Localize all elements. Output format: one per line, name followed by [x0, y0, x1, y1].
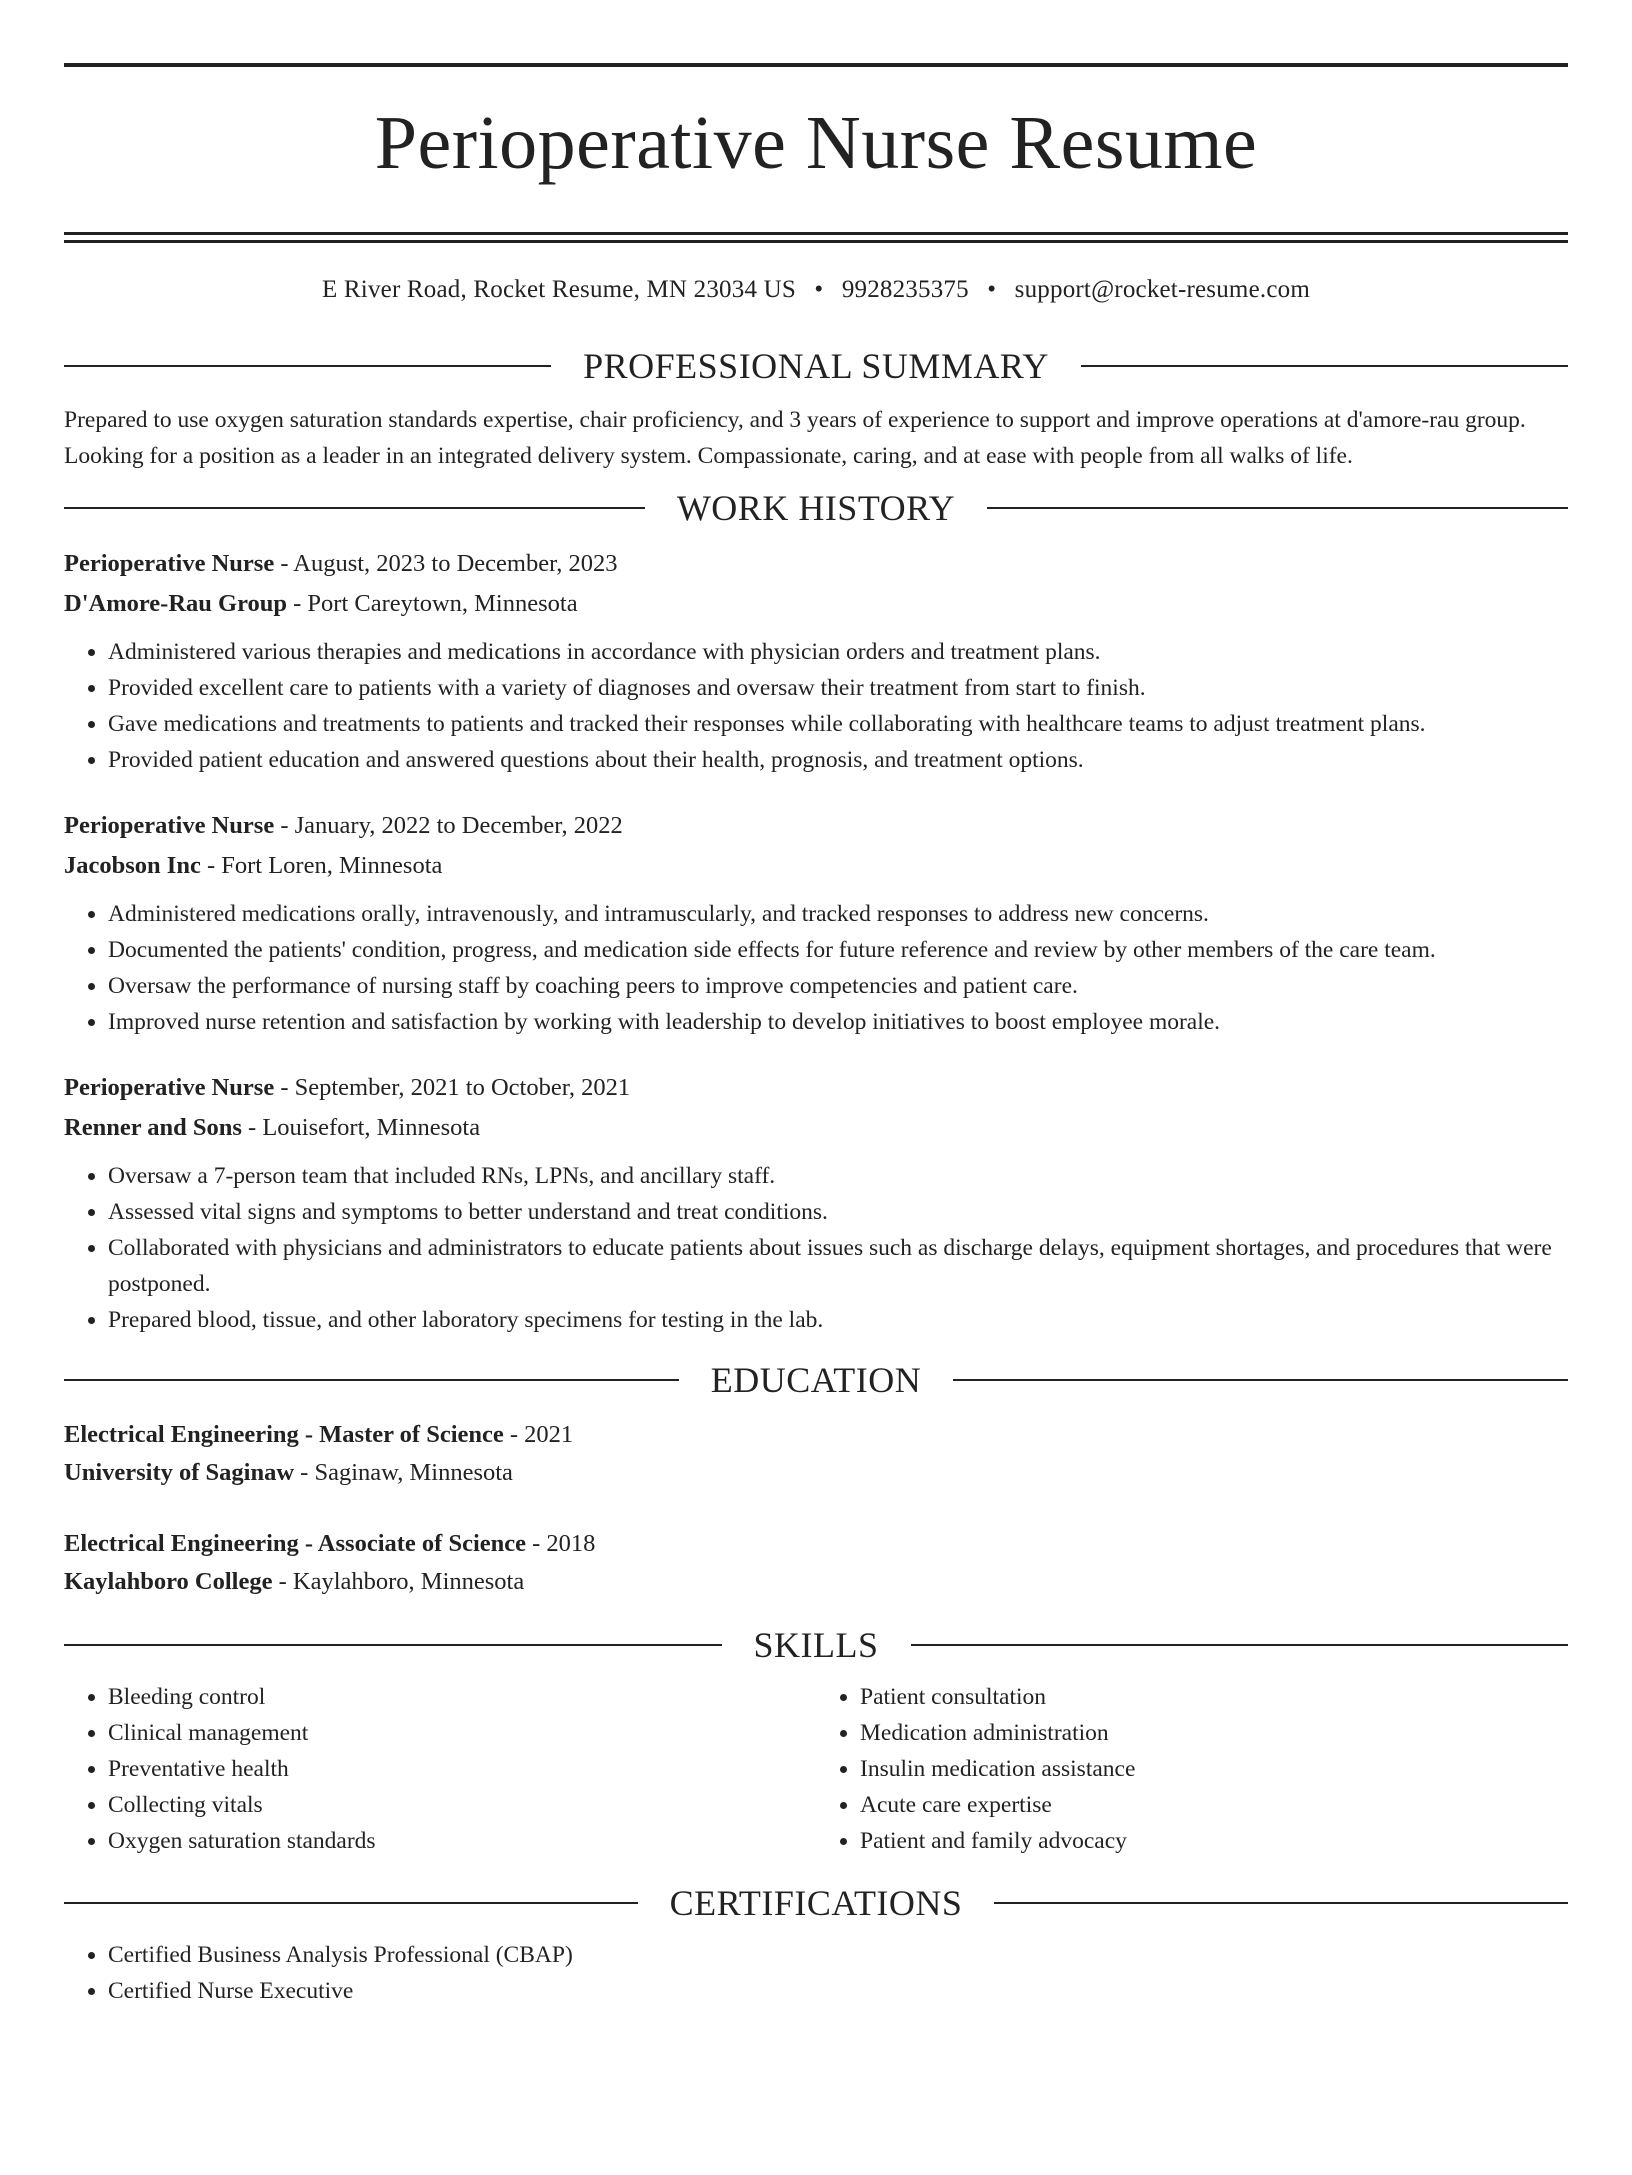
job-bullet: • Administered various therapies and medications in accordance with physician orders and treatment plans. — [108, 634, 1568, 670]
job-company: Renner and Sons — [64, 1113, 242, 1141]
job-company: D'Amore-Rau Group — [64, 589, 288, 617]
skills-list-left — [64, 1679, 816, 1859]
section-heading-work — [64, 488, 1568, 528]
skill-item: • Acute care expertise — [860, 1787, 1568, 1823]
job-entry — [64, 1068, 1568, 1338]
job-location: - Fort Loren, Minnesota — [200, 851, 443, 879]
skill-item: • Patient consultation — [860, 1679, 1568, 1715]
job-title: Perioperative Nurse — [64, 549, 275, 577]
skill-item: • Preventative health — [108, 1751, 816, 1787]
skill-item: • Oxygen saturation standards — [108, 1823, 816, 1859]
certification-item: • Certified Nurse Executive — [108, 1973, 1568, 2009]
contact-email: support@rocket-resume.com — [1014, 275, 1310, 303]
education-list — [64, 1416, 1568, 1601]
skill-item: • Patient and family advocacy — [860, 1823, 1568, 1859]
contact-address: E River Road, Rocket Resume, MN 23034 US — [322, 275, 796, 303]
job-bullets — [64, 1158, 1568, 1338]
education-degree: Electrical Engineering - Associate of Science — [64, 1529, 526, 1557]
job-bullet: • Prepared blood, tissue, and other laboratory specimens for testing in the lab. — [108, 1302, 1568, 1338]
skill-item: • Clinical management — [108, 1715, 816, 1751]
contact-separator: • — [814, 275, 824, 303]
job-org-line — [64, 1108, 1568, 1148]
job-bullet: • Assessed vital signs and symptoms to better understand and treat conditions. — [108, 1194, 1568, 1230]
job-dates: - January, 2022 to December, 2022 — [274, 811, 623, 839]
certification-item: • Certified Business Analysis Professional (CBAP) — [108, 1937, 1568, 1973]
job-bullet: • Collaborated with physicians and administrators to educate patients about issues such as discharge delays, equipment shortages, and procedures that were postponed. — [108, 1230, 1568, 1302]
skill-item: • Medication administration — [860, 1715, 1568, 1751]
education-location: - Kaylahboro, Minnesota — [272, 1567, 525, 1595]
education-degree-line — [64, 1525, 1568, 1563]
skills-list-right — [816, 1679, 1568, 1859]
job-bullet: • Improved nurse retention and satisfaction by working with leadership to develop initiatives to boost employee morale. — [108, 1004, 1568, 1040]
job-entry — [64, 544, 1568, 778]
education-location: - Saginaw, Minnesota — [294, 1458, 513, 1486]
education-degree-line — [64, 1416, 1568, 1454]
job-bullet: • Oversaw the performance of nursing staff by coaching peers to improve competencies and patient care. — [108, 968, 1568, 1004]
section-title-summary: PROFESSIONAL SUMMARY — [583, 345, 1049, 386]
summary-text: Prepared to use oxygen saturation standards expertise, chair proficiency, and 3 years of experience to support and improve operations at d'amore-rau group. Looking for a position as a leader in an integrated delivery system. Compassionate, caring, and at ease with people from all walks of life. — [64, 406, 1526, 469]
contact-separator: • — [987, 275, 997, 303]
education-school: Kaylahboro College — [64, 1567, 273, 1595]
heading-rule — [64, 1644, 722, 1646]
job-dates: - August, 2023 to December, 2023 — [274, 549, 618, 577]
section-heading-certifications — [64, 1883, 1568, 1923]
section-title-work: WORK HISTORY — [676, 487, 956, 528]
education-school-line — [64, 1454, 1568, 1492]
section-title-skills: SKILLS — [753, 1624, 879, 1665]
education-year: - 2018 — [526, 1529, 596, 1557]
job-company: Jacobson Inc — [64, 851, 201, 879]
skill-item: • Bleeding control — [108, 1679, 816, 1715]
job-title-line — [64, 806, 1568, 846]
heading-rule — [987, 507, 1568, 509]
education-entry — [64, 1416, 1568, 1492]
job-location: - Port Careytown, Minnesota — [287, 589, 578, 617]
job-dates: - September, 2021 to October, 2021 — [274, 1073, 631, 1101]
top-rule — [64, 63, 1568, 67]
job-bullet: • Documented the patients' condition, progress, and medication side effects for future reference and review by other members of the care team. — [108, 932, 1568, 968]
page-title: Perioperative Nurse Resume — [374, 101, 1258, 185]
education-year: - 2021 — [503, 1420, 574, 1448]
job-bullet: • Provided patient education and answered questions about their health, prognosis, and treatment options. — [108, 742, 1568, 778]
title-double-rule — [64, 232, 1568, 243]
section-title-certifications: CERTIFICATIONS — [669, 1882, 963, 1923]
job-title: Perioperative Nurse — [64, 811, 275, 839]
job-bullets — [64, 634, 1568, 778]
job-title: Perioperative Nurse — [64, 1073, 275, 1101]
contact-line — [64, 277, 1568, 302]
heading-rule — [64, 365, 551, 367]
heading-rule — [64, 1379, 679, 1381]
contact-phone: 9928235375 — [841, 275, 969, 303]
job-location: - Louisefort, Minnesota — [241, 1113, 481, 1141]
job-bullet: • Administered medications orally, intravenously, and intramuscularly, and tracked responses to address new concerns. — [108, 896, 1568, 932]
heading-rule — [64, 1902, 638, 1904]
section-heading-summary — [64, 346, 1568, 386]
section-title-education: EDUCATION — [710, 1359, 922, 1400]
skill-item: • Insulin medication assistance — [860, 1751, 1568, 1787]
job-bullet: • Oversaw a 7-person team that included RNs, LPNs, and ancillary staff. — [108, 1158, 1568, 1194]
job-org-line — [64, 846, 1568, 886]
heading-rule — [994, 1902, 1568, 1904]
job-bullet: • Gave medications and treatments to patients and tracked their responses while collaborating with healthcare teams to adjust treatment plans. — [108, 706, 1568, 742]
certifications-list — [64, 1937, 1568, 2009]
job-entry — [64, 806, 1568, 1040]
section-heading-skills — [64, 1625, 1568, 1665]
heading-rule — [64, 507, 645, 509]
section-heading-education — [64, 1360, 1568, 1400]
job-org-line — [64, 584, 1568, 624]
heading-rule — [1081, 365, 1568, 367]
heading-rule — [911, 1644, 1569, 1646]
education-school: University of Saginaw — [64, 1458, 295, 1486]
education-degree: Electrical Engineering - Master of Science — [64, 1420, 504, 1448]
job-bullets — [64, 896, 1568, 1040]
heading-rule — [953, 1379, 1568, 1381]
job-title-line — [64, 1068, 1568, 1108]
education-entry — [64, 1525, 1568, 1601]
education-school-line — [64, 1563, 1568, 1601]
resume-page — [0, 63, 1632, 2175]
skill-item: • Collecting vitals — [108, 1787, 816, 1823]
skills-columns — [64, 1679, 1568, 1859]
work-history-list — [64, 544, 1568, 1338]
job-bullet: • Provided excellent care to patients with a variety of diagnoses and oversaw their treatment from start to finish. — [108, 670, 1568, 706]
job-title-line — [64, 544, 1568, 584]
